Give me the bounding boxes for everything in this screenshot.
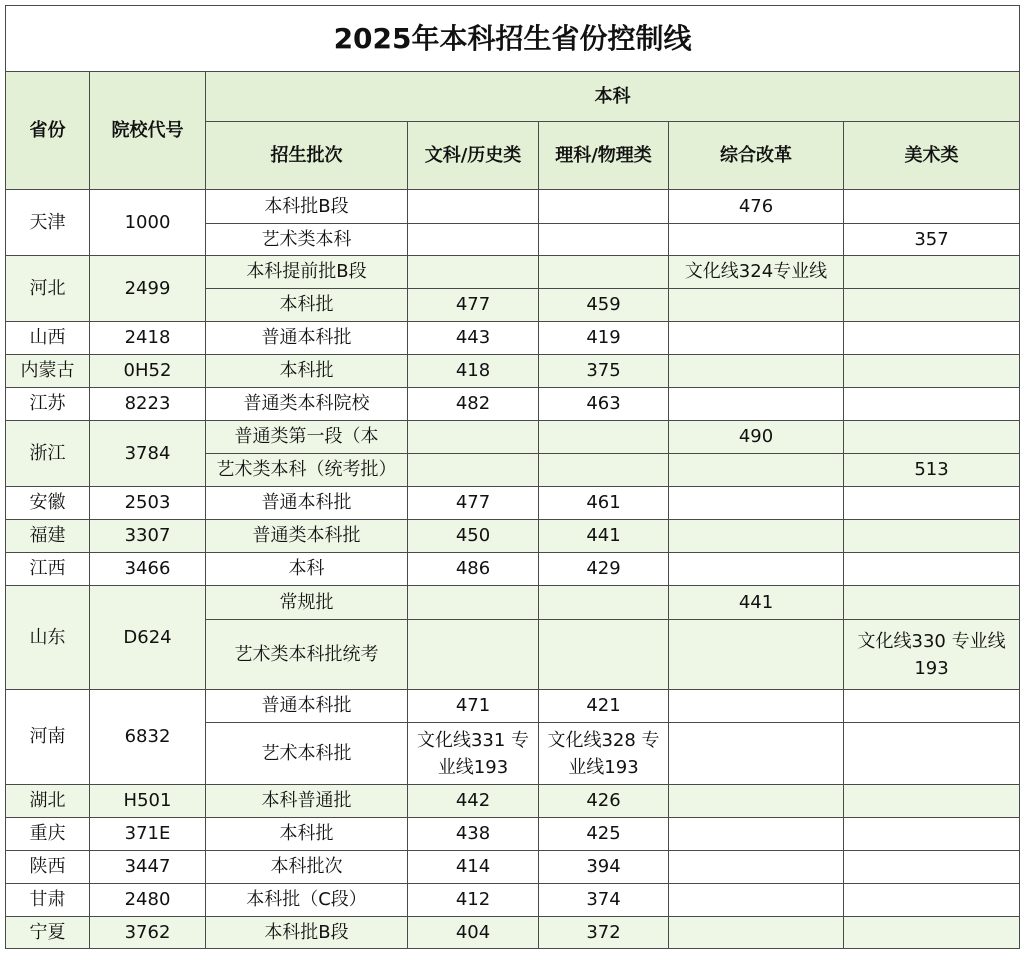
cell-arts: 471 — [408, 690, 539, 723]
cell-province: 山西 — [6, 322, 90, 355]
cell-arts — [408, 620, 539, 690]
cell-fine-arts — [844, 487, 1020, 520]
cell-reform — [669, 690, 844, 723]
cell-fine-arts: 513 — [844, 454, 1020, 487]
cell-reform — [669, 723, 844, 785]
cell-science — [539, 454, 669, 487]
cell-reform — [669, 553, 844, 586]
cell-science: 463 — [539, 388, 669, 421]
cell-arts — [408, 190, 539, 224]
cell-reform — [669, 487, 844, 520]
cell-arts: 477 — [408, 487, 539, 520]
cell-arts: 477 — [408, 289, 539, 322]
cell-batch: 本科普通批 — [206, 785, 408, 818]
table-row — [6, 421, 1020, 454]
cell-science: 文化线328 专业线193 — [539, 723, 669, 785]
cell-province: 甘肃 — [6, 884, 90, 917]
cell-code: 2480 — [90, 884, 206, 917]
cell-province: 河南 — [6, 690, 90, 785]
cell-science: 394 — [539, 851, 669, 884]
cell-code: 3762 — [90, 917, 206, 949]
cell-code: 6832 — [90, 690, 206, 785]
cell-fine-arts — [844, 322, 1020, 355]
cell-fine-arts — [844, 917, 1020, 949]
cell-arts: 482 — [408, 388, 539, 421]
cell-reform — [669, 620, 844, 690]
cell-reform — [669, 851, 844, 884]
cell-code: 2499 — [90, 256, 206, 322]
cell-fine-arts — [844, 884, 1020, 917]
cell-reform — [669, 818, 844, 851]
cell-reform — [669, 454, 844, 487]
cell-arts: 418 — [408, 355, 539, 388]
cell-province: 江西 — [6, 553, 90, 586]
cell-reform: 441 — [669, 586, 844, 620]
table-row — [6, 355, 1020, 388]
table-title: 2025年本科招生省份控制线 — [6, 6, 1020, 72]
header-school-code: 院校代号 — [90, 72, 206, 190]
cell-code: 2418 — [90, 322, 206, 355]
cell-science: 419 — [539, 322, 669, 355]
cell-province: 山东 — [6, 586, 90, 690]
cell-province: 福建 — [6, 520, 90, 553]
score-table-container — [5, 5, 1019, 949]
cell-province: 浙江 — [6, 421, 90, 487]
table-row — [6, 917, 1020, 949]
header-science: 理科/物理类 — [539, 122, 669, 190]
table-row — [6, 553, 1020, 586]
cell-code: 2503 — [90, 487, 206, 520]
cell-science: 441 — [539, 520, 669, 553]
cell-reform: 476 — [669, 190, 844, 224]
cell-province: 重庆 — [6, 818, 90, 851]
cell-fine-arts — [844, 586, 1020, 620]
cell-batch: 普通类本科院校 — [206, 388, 408, 421]
cell-province: 内蒙古 — [6, 355, 90, 388]
cell-code: 371E — [90, 818, 206, 851]
cell-fine-arts — [844, 818, 1020, 851]
table-row — [6, 884, 1020, 917]
cell-province: 河北 — [6, 256, 90, 322]
cell-province: 湖北 — [6, 785, 90, 818]
cell-science — [539, 190, 669, 224]
cell-fine-arts: 357 — [844, 224, 1020, 256]
cell-reform: 文化线324专业线 — [669, 256, 844, 289]
cell-science: 372 — [539, 917, 669, 949]
cell-arts — [408, 454, 539, 487]
cell-fine-arts — [844, 690, 1020, 723]
cell-code: 3307 — [90, 520, 206, 553]
table-row — [6, 388, 1020, 421]
cell-fine-arts — [844, 785, 1020, 818]
cell-batch: 本科批 — [206, 818, 408, 851]
cell-arts — [408, 421, 539, 454]
cell-fine-arts — [844, 421, 1020, 454]
cell-code: 0H52 — [90, 355, 206, 388]
cell-reform — [669, 388, 844, 421]
cell-fine-arts — [844, 190, 1020, 224]
table-row — [6, 818, 1020, 851]
cell-batch: 本科批B段 — [206, 917, 408, 949]
cell-arts: 404 — [408, 917, 539, 949]
cell-code: 3466 — [90, 553, 206, 586]
cell-reform — [669, 884, 844, 917]
cell-fine-arts — [844, 520, 1020, 553]
cell-batch: 本科提前批B段 — [206, 256, 408, 289]
cell-arts — [408, 256, 539, 289]
cell-science: 421 — [539, 690, 669, 723]
cell-batch: 本科批（C段） — [206, 884, 408, 917]
cell-science: 429 — [539, 553, 669, 586]
table-row — [6, 851, 1020, 884]
header-arts: 文科/历史类 — [408, 122, 539, 190]
cell-province: 天津 — [6, 190, 90, 256]
cell-reform — [669, 917, 844, 949]
cell-code: D624 — [90, 586, 206, 690]
cell-code: 3447 — [90, 851, 206, 884]
cell-reform: 490 — [669, 421, 844, 454]
cell-fine-arts — [844, 851, 1020, 884]
cell-batch: 艺术类本科 — [206, 224, 408, 256]
header-reform: 综合改革 — [669, 122, 844, 190]
cell-code: 8223 — [90, 388, 206, 421]
header-province: 省份 — [6, 72, 90, 190]
cell-code: H501 — [90, 785, 206, 818]
table-row — [6, 586, 1020, 620]
cell-arts: 486 — [408, 553, 539, 586]
cell-arts — [408, 224, 539, 256]
cell-province: 江苏 — [6, 388, 90, 421]
cell-arts: 文化线331 专业线193 — [408, 723, 539, 785]
cell-batch: 本科 — [206, 553, 408, 586]
cell-reform — [669, 785, 844, 818]
cell-batch: 普通本科批 — [206, 322, 408, 355]
cell-fine-arts — [844, 256, 1020, 289]
cell-arts: 438 — [408, 818, 539, 851]
cell-science: 374 — [539, 884, 669, 917]
cell-batch: 普通本科批 — [206, 690, 408, 723]
cell-science: 375 — [539, 355, 669, 388]
cell-arts: 442 — [408, 785, 539, 818]
cell-batch: 常规批 — [206, 586, 408, 620]
cell-fine-arts — [844, 388, 1020, 421]
table-row — [6, 690, 1020, 723]
table-row — [6, 190, 1020, 224]
header-batch: 招生批次 — [206, 122, 408, 190]
cell-science: 461 — [539, 487, 669, 520]
table-row — [6, 322, 1020, 355]
cell-reform — [669, 322, 844, 355]
cell-arts — [408, 586, 539, 620]
cell-reform — [669, 520, 844, 553]
table-row — [6, 487, 1020, 520]
cell-fine-arts — [844, 553, 1020, 586]
cell-batch: 艺术本科批 — [206, 723, 408, 785]
cell-science — [539, 421, 669, 454]
cell-province: 陕西 — [6, 851, 90, 884]
cell-science: 425 — [539, 818, 669, 851]
cell-reform — [669, 355, 844, 388]
header-fine-arts: 美术类 — [844, 122, 1020, 190]
cell-science — [539, 256, 669, 289]
score-table — [5, 5, 1020, 949]
cell-arts: 443 — [408, 322, 539, 355]
cell-batch: 艺术类本科（统考批） — [206, 454, 408, 487]
cell-science — [539, 620, 669, 690]
cell-fine-arts — [844, 289, 1020, 322]
header-group: 本科 — [206, 72, 1020, 122]
cell-batch: 普通类第一段（本 — [206, 421, 408, 454]
cell-province: 安徽 — [6, 487, 90, 520]
cell-fine-arts — [844, 723, 1020, 785]
cell-batch: 艺术类本科批统考 — [206, 620, 408, 690]
cell-fine-arts — [844, 355, 1020, 388]
cell-batch: 普通本科批 — [206, 487, 408, 520]
cell-batch: 本科批 — [206, 289, 408, 322]
cell-code: 1000 — [90, 190, 206, 256]
cell-science: 459 — [539, 289, 669, 322]
cell-arts: 412 — [408, 884, 539, 917]
table-row — [6, 785, 1020, 818]
cell-arts: 450 — [408, 520, 539, 553]
cell-science — [539, 224, 669, 256]
cell-science — [539, 586, 669, 620]
cell-reform — [669, 224, 844, 256]
cell-batch: 本科批B段 — [206, 190, 408, 224]
cell-batch: 本科批次 — [206, 851, 408, 884]
cell-reform — [669, 289, 844, 322]
cell-fine-arts: 文化线330 专业线193 — [844, 620, 1020, 690]
cell-arts: 414 — [408, 851, 539, 884]
cell-batch: 本科批 — [206, 355, 408, 388]
cell-batch: 普通类本科批 — [206, 520, 408, 553]
cell-province: 宁夏 — [6, 917, 90, 949]
cell-science: 426 — [539, 785, 669, 818]
cell-code: 3784 — [90, 421, 206, 487]
table-row — [6, 256, 1020, 289]
table-row — [6, 520, 1020, 553]
